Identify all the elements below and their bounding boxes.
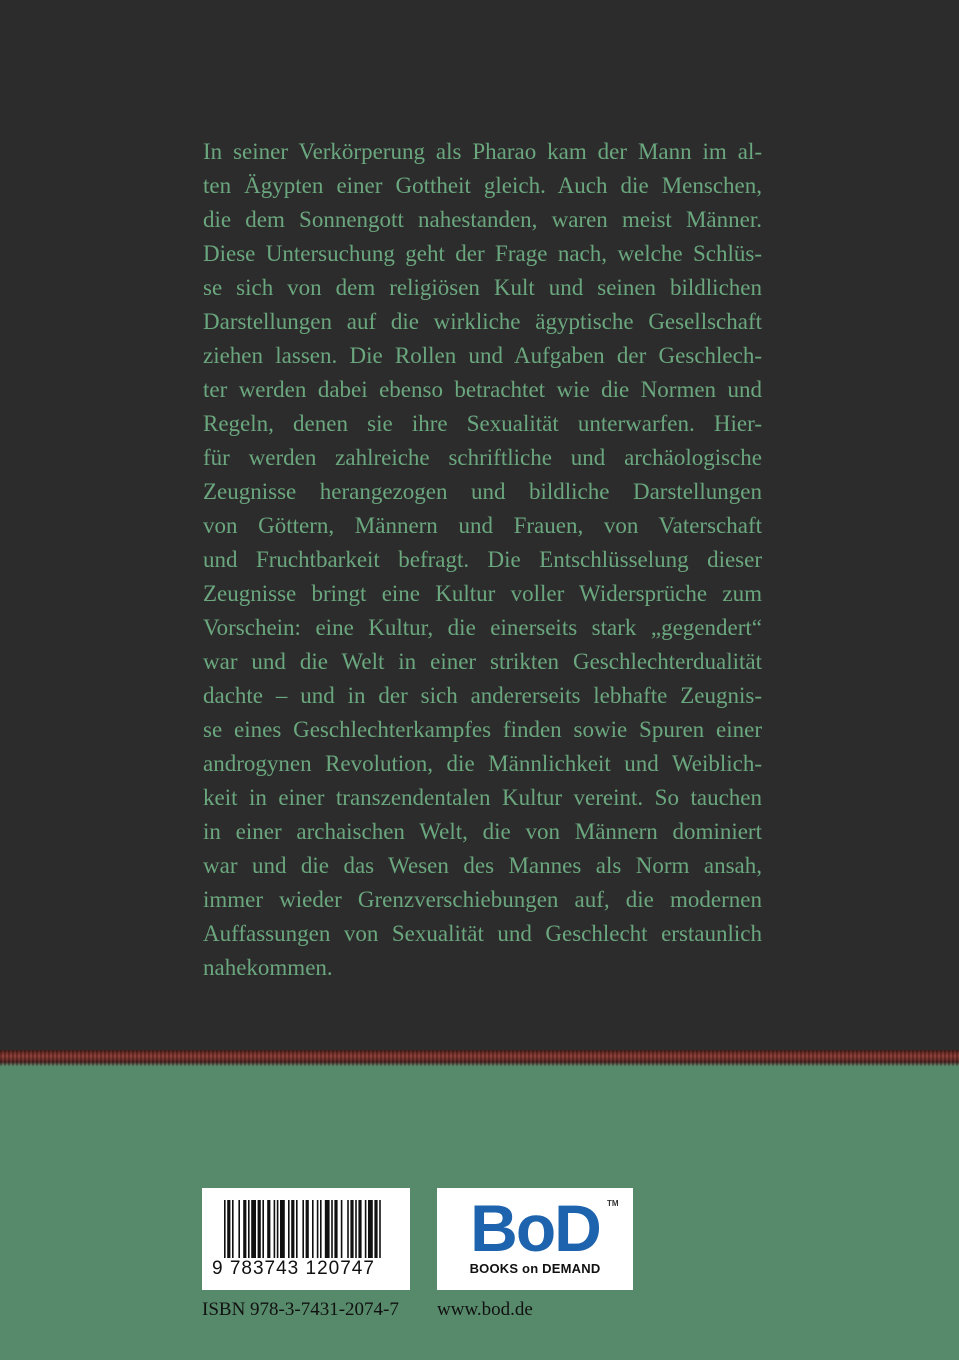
barcode-bar: [267, 1200, 270, 1258]
blurb-line: und Fruchtbarkeit befragt. Die Entschlüsselung dieser: [203, 547, 762, 572]
blurb-line: Regeln, denen sie ihre Sexualität unterwarfen. Hier-: [203, 411, 762, 436]
barcode-bar: [320, 1200, 322, 1258]
barcode-bar: [365, 1200, 367, 1258]
blurb-line: androgynen Revolution, die Männlichkeit und Weiblich-: [203, 751, 762, 776]
barcode-bar: [274, 1200, 276, 1258]
barcode-bar: [368, 1200, 373, 1258]
barcode-bar: [325, 1200, 330, 1258]
blurb-line: war und die das Wesen des Mannes als Norm ansah,: [203, 853, 762, 878]
publisher-logo: [437, 1188, 633, 1290]
barcode-bar: [331, 1200, 333, 1258]
blurb-line: war und die Welt in einer strikten Geschlechterdualität: [203, 649, 762, 674]
barcode-bar: [243, 1200, 246, 1258]
barcode-bar: [262, 1200, 264, 1258]
blurb-line: für werden zahlreiche schriftliche und archäologische: [203, 445, 762, 470]
barcode-bar: [341, 1200, 343, 1258]
blurb-line: von Göttern, Männern und Frauen, von Vaterschaft: [203, 513, 762, 538]
blurb-line: ten Ägypten einer Gottheit gleich. Auch die Menschen,: [203, 173, 762, 198]
barcode-bar: [280, 1200, 285, 1258]
barcode: [202, 1188, 410, 1290]
barcode-bar: [334, 1200, 337, 1258]
bod-logo-icon: BoD: [470, 1191, 600, 1265]
barcode-bar: [306, 1200, 309, 1258]
barcode-bar: [251, 1200, 256, 1258]
barcode-bar: [312, 1200, 314, 1258]
blurb-line: Diese Untersuchung geht der Frage nach, welche Schlüs-: [203, 241, 762, 266]
blurb-line: Auffassungen von Sexualität und Geschlecht erstaunlich: [203, 921, 762, 946]
publisher-website: www.bod.de: [437, 1299, 533, 1320]
barcode-bar: [350, 1200, 353, 1258]
barcode-bar: [355, 1200, 357, 1258]
barcode-bar: [238, 1200, 240, 1258]
barcode-bar: [317, 1200, 319, 1258]
blurb-line: ter werden dabei ebenso betrachtet wie die Normen und: [203, 377, 762, 402]
blurb-line: ziehen lassen. Die Rollen und Aufgaben der Geschlech-: [203, 343, 762, 368]
blurb-text: [203, 135, 762, 985]
barcode-bar: [291, 1200, 294, 1258]
barcode-bars: [224, 1200, 394, 1258]
blurb-line: die dem Sonnengott nahestanden, waren meist Männer.: [203, 207, 762, 232]
blurb-line: Vorschein: eine Kultur, die einerseits stark „gegendert“: [203, 615, 762, 640]
barcode-bar: [296, 1200, 298, 1258]
barcode-bar: [227, 1200, 230, 1258]
decorative-divider-band: [0, 1050, 959, 1066]
blurb-line: Zeugnisse bringt eine Kultur voller Widersprüche zum: [203, 581, 762, 606]
blurb-line: dachte – und in der sich andererseits lebhafte Zeugnis-: [203, 683, 762, 708]
barcode-bar: [288, 1200, 290, 1258]
blurb-line: Zeugnisse herangezogen und bildliche Darstellungen: [203, 479, 762, 504]
blurb-line: nahekommen.: [203, 955, 333, 980]
barcode-bar: [379, 1200, 381, 1258]
blurb-line: in einer archaischen Welt, die von Männern dominiert: [203, 819, 762, 844]
blurb-line: keit in einer transzendentalen Kultur vereint. So tauchen: [203, 785, 762, 810]
blurb-line: se eines Geschlechterkampfes finden sowie Spuren einer: [203, 717, 762, 742]
barcode-bar: [232, 1200, 234, 1258]
barcode-bar: [374, 1200, 377, 1258]
blurb-line: immer wieder Grenzverschiebungen auf, die modernen: [203, 887, 762, 912]
barcode-bar: [347, 1200, 349, 1258]
barcode-bar: [302, 1200, 304, 1258]
barcode-bar: [248, 1200, 250, 1258]
barcode-bar: [277, 1200, 279, 1258]
barcode-bar: [224, 1200, 226, 1258]
blurb-line: se sich von dem religiösen Kult und seinen bildlichen: [203, 275, 762, 300]
barcode-bar: [258, 1200, 261, 1258]
trademark-symbol: TM: [607, 1199, 619, 1208]
blurb-line: Darstellungen auf die wirkliche ägyptische Gesellschaft: [203, 309, 762, 334]
publisher-tagline: BOOKS on DEMAND: [469, 1261, 601, 1276]
isbn-number: ISBN 978-3-7431-2074-7: [202, 1299, 399, 1320]
barcode-digits: 9 783743 120747: [212, 1258, 375, 1279]
blurb-line: In seiner Verkörperung als Pharao kam der Mann im al-: [203, 139, 762, 164]
barcode-bar: [358, 1200, 361, 1258]
